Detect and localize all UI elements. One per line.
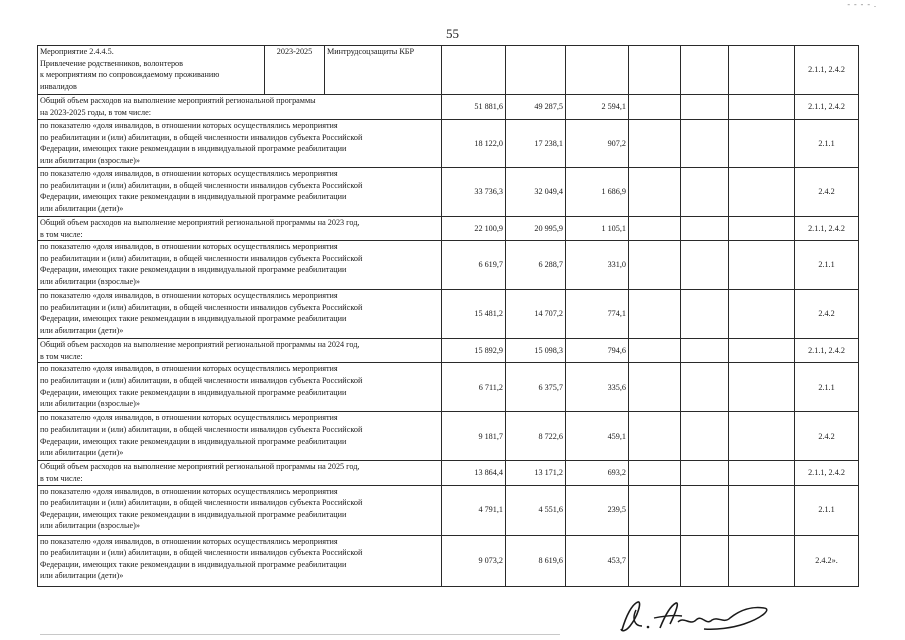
empty-cell: [681, 461, 729, 485]
amount-v2: 17 238,1: [506, 120, 566, 168]
indicator-code: 2.4.2: [795, 412, 859, 461]
amount-v3: 2 594,1: [566, 95, 629, 120]
empty-cell: [629, 120, 681, 168]
empty-cell: [506, 46, 566, 95]
amount-v1: 15 481,2: [442, 290, 506, 339]
amount-v3: 459,1: [566, 412, 629, 461]
table-row: [38, 217, 859, 241]
empty-cell: [729, 241, 795, 290]
amount-v2: 8 619,6: [506, 535, 566, 586]
measure-indicator-code: 2.1.1, 2.4.2: [795, 46, 859, 95]
page-edge-line: [40, 634, 560, 635]
row-description: по показателю «доля инвалидов, в отношении которых осуществлялись мероприятия по реабилитации и (или) абилитации, в общей численности инвалидов субъекта Российской Федерации, имеющих такие рекомендации в индивидуальной программе реабилитации или абилитации (взрослые)»: [38, 120, 442, 168]
empty-cell: [629, 241, 681, 290]
empty-cell: [729, 363, 795, 412]
table-row: [38, 241, 859, 290]
table-row-measure: [38, 46, 859, 95]
measure-period: 2023-2025: [265, 46, 325, 95]
amount-v3: 1 686,9: [566, 168, 629, 217]
table-row: [38, 535, 859, 586]
table-row: [38, 168, 859, 217]
empty-cell: [629, 535, 681, 586]
empty-cell: [729, 46, 795, 95]
amount-v2: 20 995,9: [506, 217, 566, 241]
measure-executor: Минтрудсоцзащиты КБР: [325, 46, 442, 95]
row-description: Общий объем расходов на выполнение мероприятий региональной программы на 2023 год, в том числе:: [38, 217, 442, 241]
empty-cell: [629, 290, 681, 339]
empty-cell: [729, 412, 795, 461]
amount-v2: 8 722,6: [506, 412, 566, 461]
amount-v1: 33 736,3: [442, 168, 506, 217]
row-description: по показателю «доля инвалидов, в отношении которых осуществлялись мероприятия по реабилитации и (или) абилитации, в общей численности инвалидов субъекта Российской Федерации, имеющих такие рекомендации в индивидуальной программе реабилитации или абилитации (взрослые)»: [38, 485, 442, 535]
amount-v1: 15 892,9: [442, 339, 506, 363]
empty-cell: [681, 412, 729, 461]
amount-v3: 453,7: [566, 535, 629, 586]
empty-cell: [629, 339, 681, 363]
table-row: [38, 461, 859, 485]
amount-v3: 239,5: [566, 485, 629, 535]
amount-v1: 22 100,9: [442, 217, 506, 241]
row-description: по показателю «доля инвалидов, в отношении которых осуществлялись мероприятия по реабилитации и (или) абилитации, в общей численности инвалидов субъекта Российской Федерации, имеющих такие рекомендации в индивидуальной программе реабилитации или абилитации (взрослые)»: [38, 363, 442, 412]
row-description: Общий объем расходов на выполнение мероприятий региональной программы на 2023-2025 годы, в том числе:: [38, 95, 442, 120]
empty-cell: [566, 46, 629, 95]
amount-v1: 13 864,4: [442, 461, 506, 485]
indicator-code: 2.4.2: [795, 290, 859, 339]
indicator-code: 2.1.1: [795, 120, 859, 168]
amount-v2: 49 287,5: [506, 95, 566, 120]
empty-cell: [681, 217, 729, 241]
indicator-code: 2.4.2: [795, 168, 859, 217]
empty-cell: [629, 168, 681, 217]
empty-cell: [681, 485, 729, 535]
row-description: по показателю «доля инвалидов, в отношении которых осуществлялись мероприятия по реабилитации и (или) абилитации, в общей численности инвалидов субъекта Российской Федерации, имеющих такие рекомендации в индивидуальной программе реабилитации или абилитации (дети)»: [38, 412, 442, 461]
empty-cell: [681, 339, 729, 363]
amount-v3: 794,6: [566, 339, 629, 363]
indicator-code: 2.1.1: [795, 485, 859, 535]
indicator-code: 2.1.1, 2.4.2: [795, 339, 859, 363]
empty-cell: [729, 95, 795, 120]
amount-v3: 331,0: [566, 241, 629, 290]
empty-cell: [729, 535, 795, 586]
empty-cell: [729, 120, 795, 168]
table-row: [38, 485, 859, 535]
empty-cell: [681, 241, 729, 290]
budget-table-body: [38, 46, 859, 587]
empty-cell: [681, 290, 729, 339]
row-description: по показателю «доля инвалидов, в отношении которых осуществлялись мероприятия по реабилитации и (или) абилитации, в общей численности инвалидов субъекта Российской Федерации, имеющих такие рекомендации в индивидуальной программе реабилитации или абилитации (дети)»: [38, 290, 442, 339]
empty-cell: [629, 412, 681, 461]
page-number: 55: [446, 26, 459, 41]
empty-cell: [629, 485, 681, 535]
table-row: [38, 339, 859, 363]
amount-v2: 32 049,4: [506, 168, 566, 217]
amount-v1: 9 073,2: [442, 535, 506, 586]
table-row: [38, 95, 859, 120]
indicator-code: 2.4.2».: [795, 535, 859, 586]
amount-v2: 6 375,7: [506, 363, 566, 412]
amount-v1: 51 881,6: [442, 95, 506, 120]
table-row: [38, 363, 859, 412]
amount-v2: 6 288,7: [506, 241, 566, 290]
table-row: [38, 120, 859, 168]
empty-cell: [681, 95, 729, 120]
amount-v1: 6 711,2: [442, 363, 506, 412]
empty-cell: [681, 120, 729, 168]
indicator-code: 2.1.1, 2.4.2: [795, 95, 859, 120]
indicator-code: 2.1.1, 2.4.2: [795, 217, 859, 241]
corner-mark: - - - - .: [847, 0, 877, 9]
empty-cell: [729, 168, 795, 217]
row-description: Общий объем расходов на выполнение мероприятий региональной программы на 2024 год, в том числе:: [38, 339, 442, 363]
amount-v2: 4 551,6: [506, 485, 566, 535]
row-description: по показателю «доля инвалидов, в отношении которых осуществлялись мероприятия по реабилитации и (или) абилитации, в общей численности инвалидов субъекта Российской Федерации, имеющих такие рекомендации в индивидуальной программе реабилитации или абилитации (дети)»: [38, 535, 442, 586]
empty-cell: [442, 46, 506, 95]
empty-cell: [629, 461, 681, 485]
indicator-code: 2.1.1: [795, 363, 859, 412]
empty-cell: [729, 290, 795, 339]
empty-cell: [729, 217, 795, 241]
empty-cell: [681, 46, 729, 95]
row-description: по показателю «доля инвалидов, в отношении которых осуществлялись мероприятия по реабилитации и (или) абилитации, в общей численности инвалидов субъекта Российской Федерации, имеющих такие рекомендации в индивидуальной программе реабилитации или абилитации (взрослые)»: [38, 241, 442, 290]
indicator-code: 2.1.1: [795, 241, 859, 290]
amount-v1: 6 619,7: [442, 241, 506, 290]
amount-v2: 13 171,2: [506, 461, 566, 485]
amount-v3: 907,2: [566, 120, 629, 168]
empty-cell: [681, 535, 729, 586]
amount-v1: 9 181,7: [442, 412, 506, 461]
budget-table: [37, 45, 859, 587]
row-description: Общий объем расходов на выполнение мероприятий региональной программы на 2025 год, в том числе:: [38, 461, 442, 485]
amount-v3: 774,1: [566, 290, 629, 339]
empty-cell: [629, 363, 681, 412]
empty-cell: [681, 168, 729, 217]
amount-v3: 335,6: [566, 363, 629, 412]
handwritten-signature: [612, 596, 782, 636]
empty-cell: [729, 339, 795, 363]
empty-cell: [629, 95, 681, 120]
table-row: [38, 290, 859, 339]
amount-v1: 4 791,1: [442, 485, 506, 535]
measure-description: Мероприятие 2.4.4.5. Привлечение родственников, волонтеров к мероприятиям по сопровождаемому проживанию инвалидов: [38, 46, 265, 95]
table-row: [38, 412, 859, 461]
empty-cell: [629, 46, 681, 95]
amount-v2: 14 707,2: [506, 290, 566, 339]
empty-cell: [681, 363, 729, 412]
empty-cell: [729, 485, 795, 535]
empty-cell: [729, 461, 795, 485]
row-description: по показателю «доля инвалидов, в отношении которых осуществлялись мероприятия по реабилитации и (или) абилитации, в общей численности инвалидов субъекта Российской Федерации, имеющих такие рекомендации в индивидуальной программе реабилитации или абилитации (дети)»: [38, 168, 442, 217]
amount-v1: 18 122,0: [442, 120, 506, 168]
empty-cell: [629, 217, 681, 241]
amount-v2: 15 098,3: [506, 339, 566, 363]
amount-v3: 1 105,1: [566, 217, 629, 241]
amount-v3: 693,2: [566, 461, 629, 485]
indicator-code: 2.1.1, 2.4.2: [795, 461, 859, 485]
